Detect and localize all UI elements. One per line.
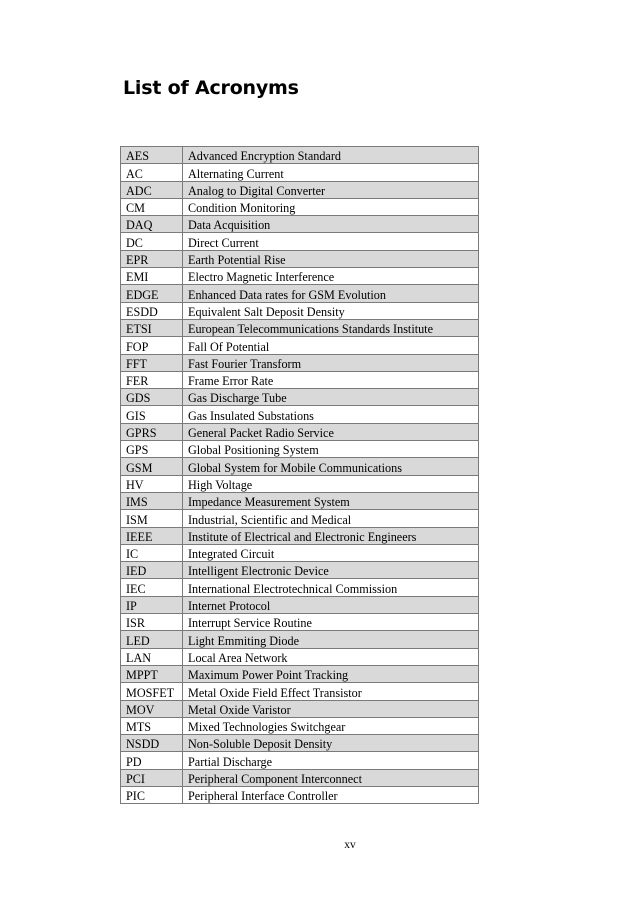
acronym-table	[120, 146, 479, 804]
acronym-meaning: Analog to Digital Converter	[183, 181, 479, 198]
acronym-abbreviation: ADC	[121, 181, 183, 198]
table-row	[121, 544, 479, 561]
acronym-meaning: Integrated Circuit	[183, 544, 479, 561]
acronym-meaning: Direct Current	[183, 233, 479, 250]
table-row	[121, 475, 479, 492]
acronym-meaning: Non-Soluble Deposit Density	[183, 735, 479, 752]
table-row	[121, 596, 479, 613]
table-row	[121, 752, 479, 769]
page-title: List of Acronyms	[123, 77, 299, 99]
table-row	[121, 769, 479, 786]
table-row	[121, 786, 479, 803]
acronym-meaning: Fall Of Potential	[183, 337, 479, 354]
acronym-meaning: Equivalent Salt Deposit Density	[183, 302, 479, 319]
table-row	[121, 423, 479, 440]
acronym-abbreviation: IC	[121, 544, 183, 561]
acronym-meaning: Data Acquisition	[183, 216, 479, 233]
table-row	[121, 527, 479, 544]
acronym-meaning: Intelligent Electronic Device	[183, 562, 479, 579]
acronym-meaning: Partial Discharge	[183, 752, 479, 769]
acronym-abbreviation: ISM	[121, 510, 183, 527]
table-row	[121, 319, 479, 336]
table-row	[121, 302, 479, 319]
acronym-meaning: Impedance Measurement System	[183, 492, 479, 509]
acronym-table-body	[121, 147, 479, 804]
acronym-abbreviation: GSM	[121, 458, 183, 475]
table-row	[121, 562, 479, 579]
acronym-meaning: Light Emmiting Diode	[183, 631, 479, 648]
acronym-meaning: Metal Oxide Varistor	[183, 700, 479, 717]
acronym-abbreviation: EPR	[121, 250, 183, 267]
acronym-abbreviation: HV	[121, 475, 183, 492]
acronym-meaning: Gas Insulated Substations	[183, 406, 479, 423]
acronym-abbreviation: NSDD	[121, 735, 183, 752]
acronym-abbreviation: MOSFET	[121, 683, 183, 700]
acronym-abbreviation: EDGE	[121, 285, 183, 302]
acronym-abbreviation: ESDD	[121, 302, 183, 319]
table-row	[121, 458, 479, 475]
table-row	[121, 614, 479, 631]
table-row	[121, 648, 479, 665]
acronym-meaning: Local Area Network	[183, 648, 479, 665]
acronym-meaning: Industrial, Scientific and Medical	[183, 510, 479, 527]
acronym-meaning: Metal Oxide Field Effect Transistor	[183, 683, 479, 700]
acronym-abbreviation: FER	[121, 371, 183, 388]
acronym-meaning: Earth Potential Rise	[183, 250, 479, 267]
acronym-abbreviation: GPRS	[121, 423, 183, 440]
table-row	[121, 233, 479, 250]
table-row	[121, 285, 479, 302]
acronym-meaning: Mixed Technologies Switchgear	[183, 717, 479, 734]
acronym-abbreviation: EMI	[121, 268, 183, 285]
acronym-abbreviation: AES	[121, 147, 183, 164]
table-row	[121, 492, 479, 509]
acronym-abbreviation: PIC	[121, 786, 183, 803]
acronym-meaning: Global Positioning System	[183, 441, 479, 458]
acronym-meaning: Fast Fourier Transform	[183, 354, 479, 371]
table-row	[121, 441, 479, 458]
page-number: xv	[344, 839, 356, 851]
acronym-abbreviation: LED	[121, 631, 183, 648]
acronym-meaning: International Electrotechnical Commission	[183, 579, 479, 596]
acronym-abbreviation: IEC	[121, 579, 183, 596]
acronym-abbreviation: CM	[121, 198, 183, 215]
table-row	[121, 371, 479, 388]
table-row	[121, 181, 479, 198]
acronym-abbreviation: LAN	[121, 648, 183, 665]
acronym-abbreviation: IMS	[121, 492, 183, 509]
acronym-meaning: Gas Discharge Tube	[183, 389, 479, 406]
table-row	[121, 683, 479, 700]
acronym-abbreviation: PD	[121, 752, 183, 769]
acronym-meaning: Frame Error Rate	[183, 371, 479, 388]
acronym-meaning: Enhanced Data rates for GSM Evolution	[183, 285, 479, 302]
table-row	[121, 406, 479, 423]
acronym-abbreviation: FOP	[121, 337, 183, 354]
acronym-meaning: High Voltage	[183, 475, 479, 492]
table-row	[121, 216, 479, 233]
acronym-meaning: Institute of Electrical and Electronic Engineers	[183, 527, 479, 544]
acronym-abbreviation: IED	[121, 562, 183, 579]
table-row	[121, 631, 479, 648]
acronym-abbreviation: DAQ	[121, 216, 183, 233]
acronym-meaning: Electro Magnetic Interference	[183, 268, 479, 285]
table-row	[121, 510, 479, 527]
acronym-abbreviation: GPS	[121, 441, 183, 458]
table-row	[121, 268, 479, 285]
acronym-abbreviation: PCI	[121, 769, 183, 786]
acronym-abbreviation: ETSI	[121, 319, 183, 336]
table-row	[121, 665, 479, 682]
table-row	[121, 735, 479, 752]
table-row	[121, 164, 479, 181]
acronym-meaning: Alternating Current	[183, 164, 479, 181]
acronym-meaning: Peripheral Interface Controller	[183, 786, 479, 803]
table-row	[121, 337, 479, 354]
acronym-abbreviation: DC	[121, 233, 183, 250]
acronym-abbreviation: ISR	[121, 614, 183, 631]
table-row	[121, 147, 479, 164]
acronym-meaning: Interrupt Service Routine	[183, 614, 479, 631]
acronym-abbreviation: GDS	[121, 389, 183, 406]
acronym-abbreviation: MTS	[121, 717, 183, 734]
table-row	[121, 700, 479, 717]
table-row	[121, 579, 479, 596]
acronym-abbreviation: IP	[121, 596, 183, 613]
acronym-abbreviation: MPPT	[121, 665, 183, 682]
acronym-abbreviation: FFT	[121, 354, 183, 371]
acronym-abbreviation: GIS	[121, 406, 183, 423]
table-row	[121, 389, 479, 406]
acronym-abbreviation: AC	[121, 164, 183, 181]
acronym-abbreviation: MOV	[121, 700, 183, 717]
table-row	[121, 354, 479, 371]
acronym-meaning: European Telecommunications Standards Institute	[183, 319, 479, 336]
acronym-meaning: Condition Monitoring	[183, 198, 479, 215]
acronym-meaning: Peripheral Component Interconnect	[183, 769, 479, 786]
acronym-meaning: Global System for Mobile Communications	[183, 458, 479, 475]
table-row	[121, 717, 479, 734]
acronym-abbreviation: IEEE	[121, 527, 183, 544]
acronym-meaning: Maximum Power Point Tracking	[183, 665, 479, 682]
acronym-meaning: Advanced Encryption Standard	[183, 147, 479, 164]
table-row	[121, 198, 479, 215]
acronym-meaning: General Packet Radio Service	[183, 423, 479, 440]
acronym-meaning: Internet Protocol	[183, 596, 479, 613]
table-row	[121, 250, 479, 267]
